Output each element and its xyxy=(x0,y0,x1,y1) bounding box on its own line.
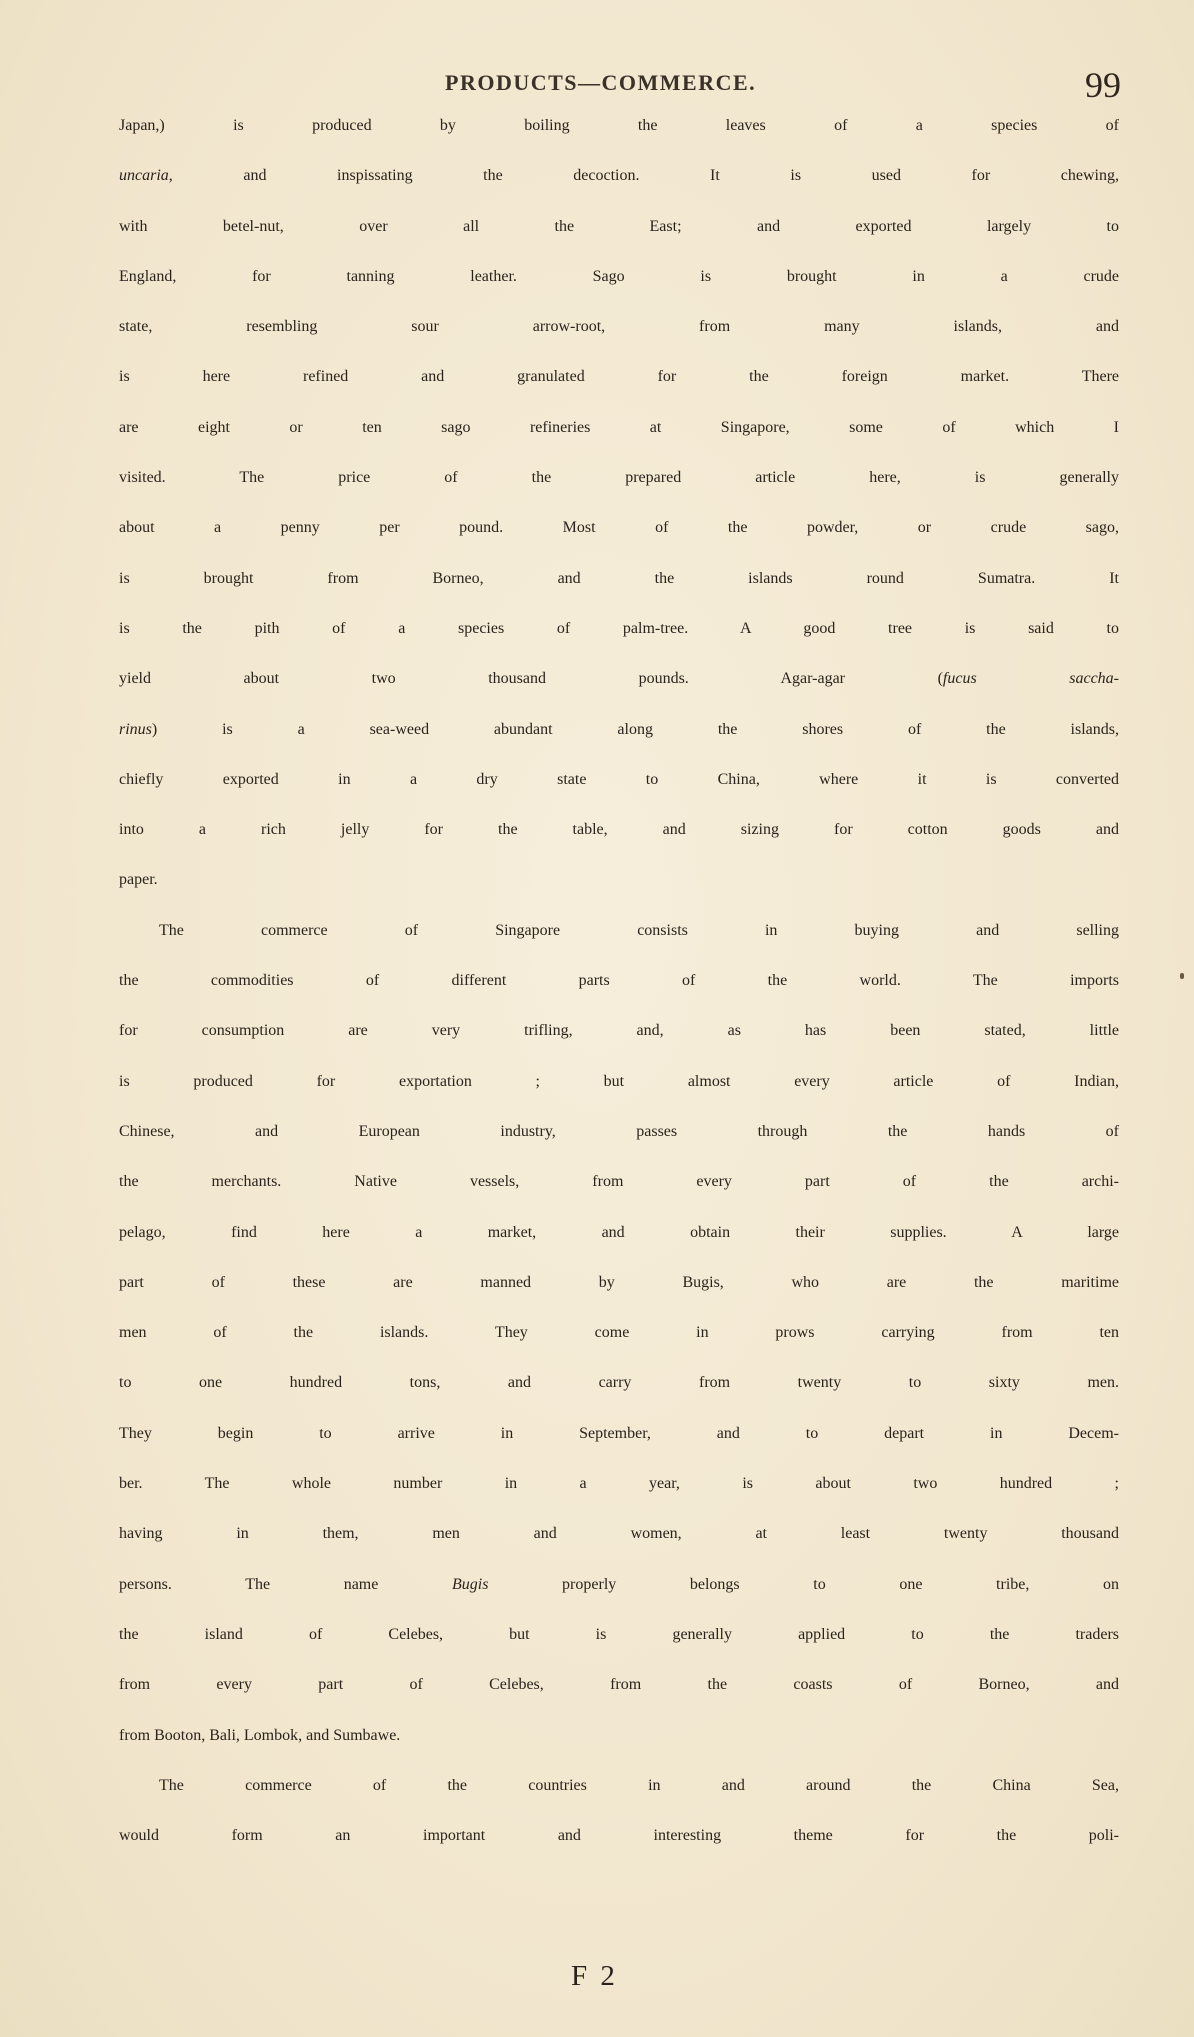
text-line: is the pith of a species of palm-tree. A good tree is said to xyxy=(119,619,1119,637)
text-line: the island of Celebes, but is generally applied to the traders xyxy=(119,1625,1119,1643)
text-line: Japan,) is produced by boiling the leaves of a species of xyxy=(119,117,1119,134)
text-line-with-italic: yield about two thousand pounds. Agar-agar (fucus saccha- xyxy=(119,670,1120,688)
text-line: state, resembling sour arrow-root, from many islands, and xyxy=(119,318,1119,336)
text-line: pelago, find here a market, and obtain their supplies. A large xyxy=(119,1223,1119,1241)
text-line: the merchants. Native vessels, from every part of the archi- xyxy=(119,1173,1119,1191)
text-line: Chinese, and European industry, passes through the hands of xyxy=(119,1122,1119,1140)
text-line-with-italic: persons. The name Bugis properly belongs to one tribe, on xyxy=(119,1575,1119,1593)
text-line: is produced for exportation ; but almost every article of Indian, xyxy=(119,1072,1119,1090)
text-line: They begin to arrive in September, and to depart in Decem- xyxy=(119,1424,1119,1442)
page-number: 99 xyxy=(1085,65,1121,105)
running-title: PRODUCTS—COMMERCE. xyxy=(445,70,757,95)
text-line: is here refined and granulated for the foreign market. There xyxy=(119,368,1119,386)
text-line: ber. The whole number in a year, is about two hundred ; xyxy=(119,1475,1119,1493)
text-line: about a penny per pound. Most of the powder, or crude sago, xyxy=(119,519,1119,537)
italic-term: uncaria xyxy=(119,167,169,185)
running-head xyxy=(0,64,1194,104)
text-line-paragraph-start: The commerce of the countries in and around the China Sea, xyxy=(159,1776,1119,1794)
text-line: is brought from Borneo, and the islands round Sumatra. It xyxy=(119,569,1119,587)
text-line: men of the islands. They come in prows carrying from ten xyxy=(119,1324,1119,1342)
italic-term: Bugis xyxy=(451,1575,489,1593)
text-line: chiefly exported in a dry state to China, where it is converted xyxy=(119,770,1119,788)
body-text xyxy=(119,117,1119,1877)
text-line-paragraph-end: paper. xyxy=(119,871,158,889)
text-line: part of these are manned by Bugis, who are the maritime xyxy=(119,1273,1119,1291)
margin-speck xyxy=(1180,973,1184,979)
text-line-paragraph-end: from Booton, Bali, Lombok, and Sumbawe. xyxy=(119,1726,401,1744)
text-line: England, for tanning leather. Sago is brought in a crude xyxy=(119,267,1119,285)
text-line-paragraph-start: The commerce of Singapore consists in buying and selling xyxy=(159,921,1119,939)
italic-term: fucus saccha- xyxy=(942,670,1120,688)
text-line: from every part of Celebes, from the coasts of Borneo, and xyxy=(119,1676,1119,1694)
text-line: are eight or ten sago refineries at Singapore, some of which I xyxy=(119,418,1119,436)
text-line: into a rich jelly for the table, and sizing for cotton goods and xyxy=(119,821,1119,839)
text-line: having in them, men and women, at least twenty thousand xyxy=(119,1525,1119,1543)
text-line: the commodities of different parts of the world. The imports xyxy=(119,972,1119,990)
italic-term: rinus xyxy=(119,720,152,738)
text-line: with betel-nut, over all the East; and exported largely to xyxy=(119,217,1119,235)
text-line-with-italic: rinus) is a sea-weed abundant along the shores of the islands, xyxy=(119,720,1119,738)
signature-mark: F 2 xyxy=(571,1960,618,1992)
text-line: would form an important and interesting theme for the poli- xyxy=(119,1827,1119,1845)
text-line: for consumption are very trifling, and, as has been stated, little xyxy=(119,1022,1119,1040)
text-line: to one hundred tons, and carry from twenty to sixty men. xyxy=(119,1374,1119,1392)
text-line-with-italic: uncaria, and inspissating the decoction. It is used for chewing, xyxy=(119,167,1119,185)
text-line: visited. The price of the prepared article here, is generally xyxy=(119,469,1119,487)
